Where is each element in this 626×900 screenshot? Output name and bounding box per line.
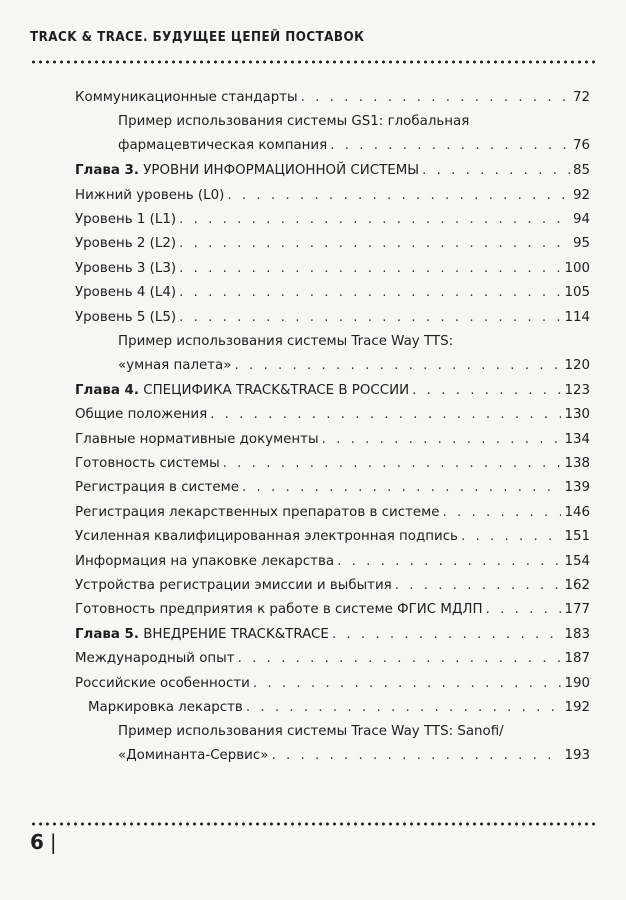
dot-leader [246, 696, 562, 720]
toc-page-number: 154 [564, 553, 590, 569]
dot-leader [179, 281, 561, 305]
toc-entry [75, 672, 590, 696]
dot-leader [486, 598, 562, 622]
dot-leader [253, 672, 562, 696]
toc-page-number: 100 [564, 260, 590, 276]
toc-entry-title: Устройства регистрации эмиссии и выбытия [75, 578, 392, 593]
dot-leader [461, 525, 561, 549]
toc-entry [75, 184, 590, 208]
toc-page-number: 138 [564, 456, 590, 471]
toc-page-number: 190 [564, 675, 590, 691]
dot-leader [337, 550, 561, 574]
toc-entry [88, 696, 590, 720]
chapter-label: Глава 5. [75, 626, 139, 642]
toc-entry [75, 647, 590, 671]
toc-entry [75, 525, 590, 549]
toc-page-number: 76 [572, 138, 590, 154]
dot-leader [422, 159, 570, 183]
toc-entry [118, 330, 590, 378]
toc-entry-title: Уровень 1 (L1) [75, 212, 177, 227]
toc-entry [75, 574, 590, 598]
toc-entry [75, 550, 590, 574]
toc-page-number: 146 [564, 504, 590, 520]
toc-entry [118, 720, 590, 768]
folio [30, 830, 59, 854]
dot-leader [301, 86, 570, 110]
toc-entry-title: Готовность предприятия к работе в системе ФГИС МДЛП [75, 602, 483, 618]
toc-entry [75, 306, 590, 330]
dot-leader [271, 744, 561, 768]
toc-entry-title-line1: Пример использования системы Trace Way TTS: Sanofi/ [118, 724, 504, 740]
toc-entry [75, 257, 590, 281]
toc-page-number: 183 [564, 626, 590, 642]
toc-entry-title: Главные нормативные документы [75, 431, 319, 447]
toc-entry-title: Уровень 5 (L5) [75, 309, 177, 325]
toc-entry-title: Уровень 3 (L3) [75, 260, 177, 276]
folio-bar: | [49, 830, 59, 854]
toc-page-number: 92 [572, 187, 590, 203]
chapter-label: Глава 4. [75, 382, 139, 398]
toc-page-number: 94 [572, 212, 590, 227]
toc-page-number: 193 [564, 748, 590, 764]
toc-entry [75, 208, 590, 232]
toc-entry-title-line1: Пример использования системы Trace Way TTS: [118, 334, 454, 349]
dot-leader [227, 184, 570, 208]
toc-page-number: 192 [564, 700, 590, 715]
chapter-label: Глава 3. [75, 163, 139, 179]
dot-leader [234, 354, 561, 378]
toc-entry-title [75, 159, 419, 183]
toc-entry-title: Общие положения [75, 407, 208, 423]
chapter-title: ВНЕДРЕНИЕ TRACK&TRACE [143, 626, 329, 642]
toc-entry [75, 281, 590, 305]
toc-entry-title: Маркировка лекарств [88, 700, 243, 715]
dot-leader [242, 476, 561, 500]
toc-entry [75, 232, 590, 256]
toc-page-number: 120 [564, 358, 590, 373]
dot-leader [179, 208, 570, 232]
toc-entry-title: Уровень 4 (L4) [75, 285, 177, 301]
header-dotted-rule [30, 60, 596, 64]
toc-page-number: 114 [564, 309, 590, 325]
toc-entry-title: «Доминанта-Сервис» [118, 748, 269, 764]
dot-leader [332, 623, 562, 647]
dot-leader [322, 428, 562, 452]
toc-page-number: 123 [564, 382, 590, 398]
toc-entry-title: Усиленная квалифицированная электронная подпись [75, 529, 458, 545]
toc-entry-title: Готовность системы [75, 456, 220, 471]
toc-entry-title: фармацевтическая компания [118, 138, 328, 154]
dot-leader [210, 403, 561, 427]
toc-page-number: 151 [564, 529, 590, 545]
dot-leader [238, 647, 562, 671]
toc-page-number: 105 [564, 285, 590, 301]
toc-entry [75, 452, 590, 476]
toc-entry-title: Нижний уровень (L0) [75, 187, 225, 203]
toc-entry-title: Информация на упаковке лекарства [75, 553, 335, 569]
toc-entry [75, 501, 590, 525]
footer-dotted-rule [30, 822, 596, 826]
toc-entry-title [75, 379, 409, 403]
toc-entry-title [75, 623, 329, 647]
toc-entry-title: Уровень 2 (L2) [75, 236, 177, 252]
dot-leader [412, 379, 561, 403]
toc-entry-title: «умная палета» [118, 358, 232, 373]
toc-entry-title: Российские особенности [75, 675, 250, 691]
running-header-title: TRACK & TRACE. БУДУЩЕЕ ЦЕПЕЙ ПОСТАВОК [30, 30, 365, 45]
chapter-title: УРОВНИ ИНФОРМАЦИОННОЙ СИСТЕМЫ [143, 163, 420, 179]
toc-entry [75, 476, 590, 500]
page-number: 6 [30, 830, 46, 854]
toc-page-number: 187 [564, 651, 590, 667]
dot-leader [179, 306, 561, 330]
toc-entry-title: Регистрация лекарственных препаратов в системе [75, 504, 440, 520]
toc-chapter-entry [75, 623, 590, 647]
toc-chapter-entry [75, 379, 590, 403]
toc-page-number: 162 [564, 578, 590, 593]
dot-leader [179, 232, 570, 256]
toc-page-number: 177 [564, 602, 590, 618]
chapter-title: СПЕЦИФИКА TRACK&TRACE В РОССИИ [143, 382, 410, 398]
toc-chapter-entry [75, 159, 590, 183]
toc-page-number: 72 [572, 90, 590, 105]
toc-page-number: 139 [564, 480, 590, 496]
toc-entry-title: Коммуникационные стандарты [75, 90, 298, 105]
toc-entry-title: Международный опыт [75, 651, 235, 667]
toc-page-number: 134 [564, 431, 590, 447]
toc-entry [118, 110, 590, 158]
toc-entry [75, 428, 590, 452]
dot-leader [223, 452, 562, 476]
dot-leader [442, 501, 561, 525]
toc-page-number: 95 [572, 236, 590, 252]
dot-leader [395, 574, 562, 598]
toc-entry [75, 598, 590, 622]
toc-entry [75, 86, 590, 110]
toc-page-number: 85 [572, 163, 590, 179]
toc-page-number: 130 [564, 407, 590, 423]
toc-entry-title: Регистрация в системе [75, 480, 240, 496]
toc-entry-title-line1: Пример использования системы GS1: глобальная [118, 114, 470, 130]
dot-leader [179, 257, 561, 281]
toc-entry [75, 403, 590, 427]
dot-leader [330, 134, 570, 158]
